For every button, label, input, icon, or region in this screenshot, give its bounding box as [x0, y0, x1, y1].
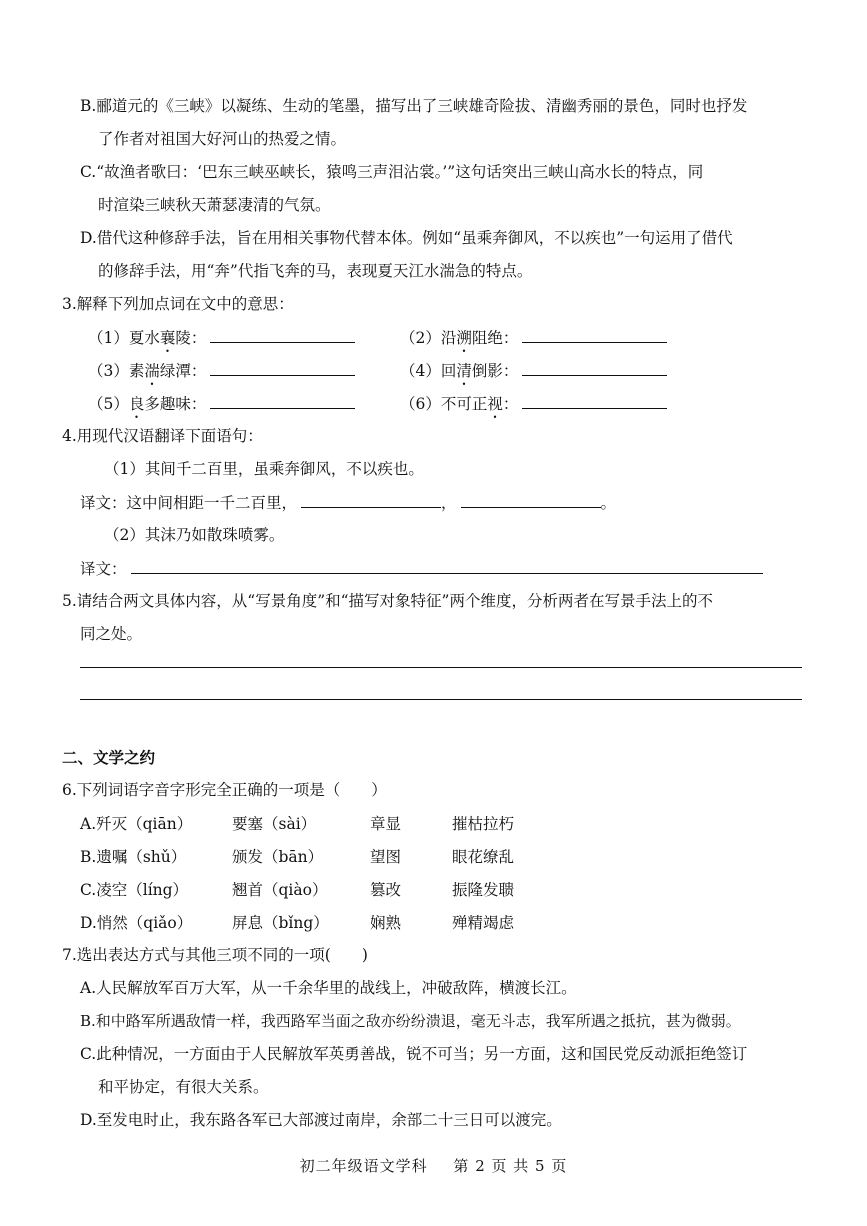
q3-title: 3.解释下列加点词在文中的意思： — [62, 295, 294, 313]
q2-option-b-line2: 了作者对祖国大好河山的热爱之情。 — [98, 130, 347, 148]
q4-sentence-1: （1）其间千二百里，虽乘奔御风，不以疾也。 — [104, 460, 424, 478]
answer-blank[interactable] — [210, 392, 355, 409]
q7-option-c-line2: 和平协定，有很大关系。 — [98, 1078, 269, 1096]
answer-blank[interactable] — [522, 326, 667, 343]
q3-item-5: （5）良多趣味： — [88, 392, 355, 422]
answer-blank[interactable] — [522, 359, 667, 376]
q7-option-c-line1: C.此种情况，一方面由于人民解放军英勇善战，锐不可当；另一方面，这和国民党反动派拒绝签订 — [80, 1045, 748, 1063]
q7-option-d: D.至发电时止，我东路各军已大部渡过南岸，余部二十三日可以渡完。 — [80, 1111, 562, 1129]
q2-option-d-line2: 的修辞手法，用“奔”代指飞奔的马，表现夏天江水湍急的特点。 — [98, 262, 533, 280]
q3-item-2: （2）沿溯阻绝： — [400, 326, 667, 356]
q4-translation-1: 译文：这中间相距一千二百里， ， 。 — [80, 491, 616, 514]
q5-line2: 同之处。 — [80, 625, 143, 643]
q3-item-1: （1）夏水襄陵： — [88, 326, 355, 356]
q2-option-c-line2: 时渲染三峡秋天萧瑟凄清的气氛。 — [98, 196, 331, 214]
answer-blank[interactable] — [210, 326, 355, 343]
q4-sentence-2: （2）其沫乃如散珠喷雾。 — [104, 526, 285, 544]
q7-option-b: B.和中路军所遇敌情一样，我西路军当面之敌亦纷纷溃退，毫无斗志，我军所遇之抵抗，甚为微弱。 — [80, 1012, 741, 1030]
q2-option-d-line1: D.借代这种修辞手法，旨在用相关事物代替本体。例如“虽乘奔御风，不以疾也”一句运用了借代 — [80, 229, 733, 247]
q3-item-4: （4）回清倒影： — [400, 359, 667, 389]
q6-title: 6.下列词语字音字形完全正确的一项是（ ） — [62, 781, 387, 799]
answer-line[interactable] — [80, 667, 802, 668]
page-footer — [0, 1155, 867, 1176]
q2-option-b-line1: B.郦道元的《三峡》以凝练、生动的笔墨，描写出了三峡雄奇险拔、清幽秀丽的景色，同时也抒发 — [80, 97, 748, 115]
q7-option-a: A.人民解放军百万大军，从一千余华里的战线上，冲破敌阵，横渡长江。 — [80, 979, 577, 997]
q5-line1: 5.请结合两文具体内容，从“写景角度”和“描写对象特征”两个维度，分析两者在写景手法上的不 — [62, 592, 713, 610]
q4-translation-2: 译文： — [80, 557, 763, 580]
exam-page: B.郦道元的《三峡》以凝练、生动的笔墨，描写出了三峡雄奇险拔、清幽秀丽的景色，同时也抒发 了作者对祖国大好河山的热爱之情。 C.“故渔者歌曰：‘巴东三峡巫峡长，猿鸣三声泪沾裳。’”这句话突出三峡山高水长的特点，同 时渲染三峡秋天萧瑟凄清的气氛。 D.借代这种修辞手法，旨在用相关事物代替本体。例如“虽乘奔御风，不以疾也”一句运用了借代 的修辞手法，用“奔”代指飞奔的马，表现夏天江水湍急的特点。 3.解释下列加点词在文中的意思： （1）夏水襄陵： （2）沿溯阻绝： （3）素湍绿潭： （4）回清倒影： （5）良多趣味： （6）不可正视： 4.用现代汉语翻译下面语句： （1）其间千二百里，虽乘奔御风，不以疾也。 译文：这中间相距一千二百里， ， 。 （2）其沫乃如散珠喷雾。 译文： 5.请结合两文具体内容，从“写景角度”和“描写对象特征”两个维度，分析两者在写景手法上的不 同之处。 二、文学之约 6.下列词语字音字形完全正确的一项是（ ） A.歼灭（qiān） 要塞（sài） 章显 摧枯拉朽 B.遗嘱（shǔ） 颁发（bān） 望图 眼花缭乱 C.凌空（líng） 翘首（qiào） 篡改 振隆发聩 D.悄然（qiǎo） 屏息（bǐng） 娴熟 殚精竭虑 7.选出表达方式与其他三项不同的一项( ) A.人民解放军百万大军，从一千余华里的战线上，冲破敌阵，横渡长江。 B.和中路军所遇敌情一样，我西路军当面之敌亦纷纷溃退，毫无斗志，我军所遇之抵抗，甚为微弱。 C.此种情况，一方面由于人民解放军英勇善战，锐不可当；另一方面，这和国民党反动派拒绝签订 和平协定，有很大关系。 D.至发电时止，我东路各军已大部渡过南岸，余部二十三日可以渡完。 初二年级语文学科 第 2 页 共 5 页 — [0, 0, 867, 1226]
answer-blank[interactable] — [522, 392, 667, 409]
answer-blank[interactable] — [301, 491, 441, 508]
answer-blank[interactable] — [210, 359, 355, 376]
q3-item-3: （3）素湍绿潭： — [88, 359, 355, 389]
answer-line[interactable] — [80, 699, 802, 700]
q4-title: 4.用现代汉语翻译下面语句： — [62, 427, 263, 445]
q3-item-6: （6）不可正视： — [400, 392, 667, 422]
q7-title: 7.选出表达方式与其他三项不同的一项( ) — [62, 946, 368, 964]
footer-subject: 初二年级语文学科 — [299, 1157, 428, 1175]
q2-option-c-line1: C.“故渔者歌曰：‘巴东三峡巫峡长，猿鸣三声泪沾裳。’”这句话突出三峡山高水长的特点，同 — [80, 163, 704, 181]
section-heading: 二、文学之约 — [62, 748, 156, 767]
answer-blank[interactable] — [131, 557, 763, 574]
answer-blank[interactable] — [461, 491, 601, 508]
footer-page-number: 第 2 页 共 5 页 — [453, 1157, 568, 1175]
